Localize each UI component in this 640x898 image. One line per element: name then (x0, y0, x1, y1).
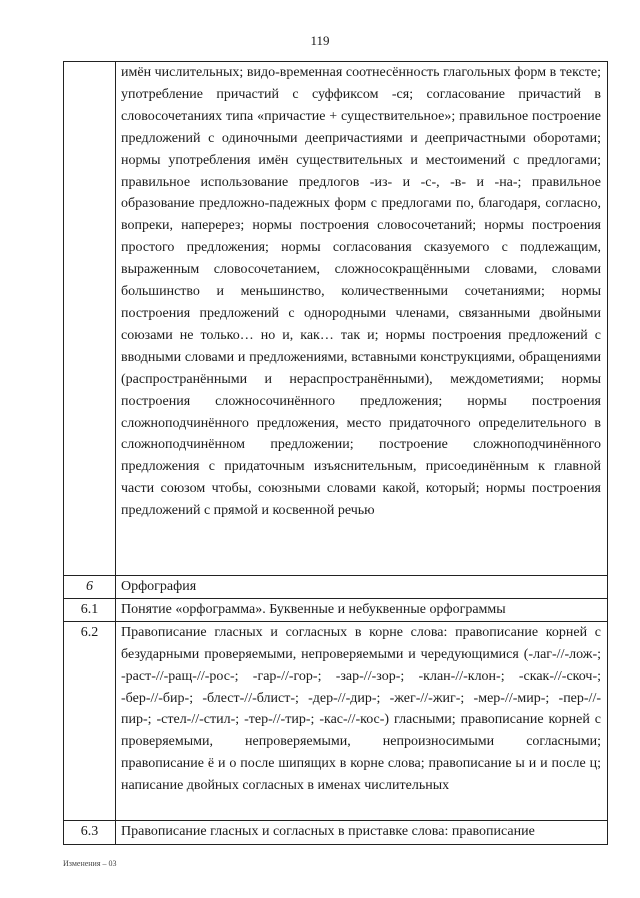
row-text-cell: Правописание гласных и согласных в приставке слова: правописание (116, 820, 608, 844)
table-row (64, 576, 608, 599)
row-number-cell: 6.2 (64, 621, 116, 820)
table-row (64, 820, 608, 844)
curriculum-table (63, 61, 608, 845)
table-row (64, 598, 608, 621)
footer-revision: Изменения – 03 (63, 859, 117, 868)
section-number-cell: 6 (64, 576, 116, 599)
row-text-cell: имён числительных; видо-временная соотнесённость глагольных форм в тексте; употребление причастий с суффиксом -ся; согласование причастий в словосочетаниях типа «причастие + существительное»; правильное построение предложений с одиночными деепричастиями и деепричастными оборотами; нормы употребления имён существительных и местоимений с предлогами; правильное использование предлогов -из- и -с-, -в- и -на-; правильное образование предложно-падежных форм с предлогами по, благодаря, согласно, вопреки, наперерез; нормы построения словосочетаний; нормы построения простого предложения; нормы согласования сказуемого с подлежащим, выраженным словосочетанием, сложносокращёнными словами, словами большинство и меньшинство, количественными сочетаниями; нормы построения предложений с однородными членами, связанными двойными союзами не только… но и, как… так и; нормы построения предложений с вводными словами и предложениями, вставными конструкциями, обращениями (распространёнными и нераспространёнными), междометиями; нормы построения сложносочинённого предложения; нормы построения сложноподчинённого предложения, место придаточного определительного в сложноподчинённом предложении; построение сложноподчинённого предложения с придаточным изъяснительным, присоединённым к главной части союзом чтобы, союзными словами какой, который; нормы построения предложений с прямой и косвенной речью (116, 62, 608, 576)
page-number: 119 (310, 33, 330, 48)
table-row (64, 62, 608, 576)
table-row (64, 621, 608, 820)
row-text-cell: Правописание гласных и согласных в корне слова: правописание корней с безударными проверяемыми, непроверяемыми и чередующимися (-лаг-//-лож-; -раст-//-ращ-//-рос-; -гар-//-гор-; -зар-//-зор-; -клан-//-клон-; -скак-//-скоч-; -бер-//-бир-; -блест-//-блист-; -дер-//-дир-; -жег-//-жиг-; -мер-//-мир-; -пер-//-пир-; -стел-//-стил-; -тер-//-тир-; -кас-//-кос-) гласными; правописание корней с проверяемыми, непроверяемыми, непроизносимыми согласными; правописание ё и о после шипящих в корне слова; правописание ы и и после ц; написание двойных согласных в именах числительных (116, 621, 608, 820)
row-number-cell (64, 62, 116, 576)
row-number-cell: 6.3 (64, 820, 116, 844)
section-title-cell: Орфография (116, 576, 608, 599)
row-text-cell: Понятие «орфограмма». Буквенные и небуквенные орфограммы (116, 598, 608, 621)
row-number-cell: 6.1 (64, 598, 116, 621)
